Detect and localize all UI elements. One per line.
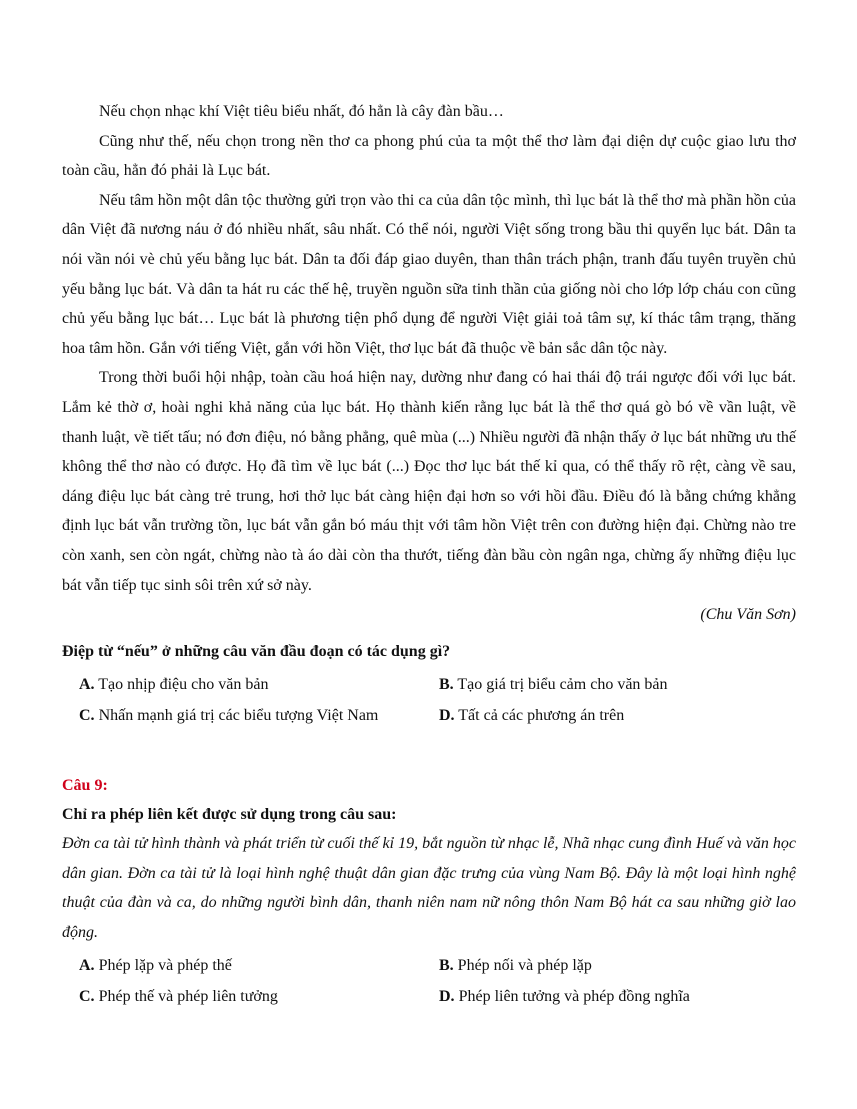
option-letter: A. [79, 676, 95, 694]
question-9-options [62, 950, 796, 1012]
option-letter: C. [79, 988, 95, 1006]
option-letter: A. [79, 957, 95, 975]
option-b[interactable] [419, 669, 796, 700]
option-letter: B. [439, 957, 454, 975]
option-a[interactable] [62, 669, 419, 700]
option-text: Phép liên tưởng và phép đồng nghĩa [458, 988, 690, 1006]
option-letter: D. [439, 988, 455, 1006]
passage-paragraph: Nếu tâm hồn một dân tộc thường gửi trọn vào thi ca của dân tộc mình, thì lục bát là thể thơ mà phần hồn của dân Việt đã nương náu ở đó nhiều nhất, sâu nhất. Có thể nói, người Việt sống trong bầu thi quyển lục bát. Dân ta nói vần nói vè chủ yếu bằng lục bát. Dân ta đối đáp giao duyên, than thân trách phận, tranh đấu tuyên truyền chủ yếu bằng lục bát. Và dân ta hát ru các thế hệ, truyền nguồn sữa tinh thần của giống nòi cho lớp lớp cháu con cũng chủ yếu bằng lục bát… Lục bát là phương tiện phổ dụng để người Việt giải toả tâm sự, kí thác tâm trạng, thăng hoa tâm hồn. Gắn với tiếng Việt, gắn với hồn Việt, thơ lục bát đã thuộc về bản sắc dân tộc này. [62, 191, 796, 357]
option-c[interactable] [62, 700, 419, 731]
option-a[interactable] [62, 950, 419, 981]
option-c[interactable] [62, 981, 419, 1012]
passage-paragraph: Nếu chọn nhạc khí Việt tiêu biểu nhất, đó hẳn là cây đàn bầu… [99, 103, 504, 120]
option-letter: D. [439, 707, 455, 725]
option-text: Tất cả các phương án trên [458, 707, 625, 725]
option-text: Phép lặp và phép thế [98, 957, 232, 975]
passage-paragraph: Trong thời buổi hội nhập, toàn cầu hoá hiện nay, dường như đang có hai thái độ trái ngược đối với lục bát. Lắm kẻ thờ ơ, hoài nghi khả năng của lục bát. Họ thành kiến rằng lục bát là thể thơ quá gò bó về vần luật, về thanh luật, về tiết tấu; nó đơn điệu, nó bằng phẳng, quê mùa (...) Nhiều người đã nhận thấy ở lục bát những ưu thế không thể thơ nào có được. Họ đã tìm về lục bát (...) Đọc thơ lục bát thế kỉ qua, có thể thấy rõ rệt, càng về sau, dáng điệu lục bát càng trẻ trung, hơi thở lục bát càng hiện đại hơn so với hồi đầu. Điều đó là bằng chứng khẳng định lục bát vẫn trường tồn, lục bát vẫn gắn bó máu thịt với tâm hồn Việt trên con đường hiện đại. Chừng nào tre còn xanh, sen còn ngát, chừng nào tà áo dài còn tha thướt, tiếng đàn bầu còn ngân nga, chừng ấy những điệu lục bát vẫn tiếp tục sinh sôi trên xứ sở này. [62, 369, 796, 594]
option-b[interactable] [419, 950, 796, 981]
question-9-quote: Đờn ca tài tử hình thành và phát triển từ cuối thế kỉ 19, bắt nguồn từ nhạc lễ, Nhã nhạc cung đình Huế và văn học dân gian. Đờn ca tài tử là loại hình nghệ thuật dân gian đặc trưng của vùng Nam Bộ. Đây là một loại hình nghệ thuật của đàn và ca, do những người bình dân, thanh niên nam nữ nông thôn Nam Bộ hát ca sau những giờ lao động. [62, 835, 796, 941]
option-text: Tạo nhịp điệu cho văn bản [98, 676, 269, 694]
option-d[interactable] [419, 700, 796, 731]
document-page [62, 97, 796, 1012]
passage-source: (Chu Văn Sơn) [700, 606, 796, 624]
question-9-label: Câu 9: [62, 777, 108, 795]
option-text: Nhấn mạnh giá trị các biểu tượng Việt Nam [98, 707, 379, 725]
passage-paragraph: Cũng như thế, nếu chọn trong nền thơ ca phong phú của ta một thể thơ làm đại diện dự cuộc giao lưu thơ toàn cầu, hẳn đó phải là Lục bát. [62, 132, 796, 180]
option-letter: C. [79, 707, 95, 725]
question-8-options [62, 669, 796, 731]
option-text: Tạo giá trị biểu cảm cho văn bản [457, 676, 668, 694]
option-text: Phép nối và phép lặp [457, 957, 592, 975]
option-d[interactable] [419, 981, 796, 1012]
option-text: Phép thế và phép liên tưởng [98, 988, 278, 1006]
option-letter: B. [439, 676, 454, 694]
question-9-prompt: Chỉ ra phép liên kết được sử dụng trong câu sau: [62, 806, 397, 824]
question-8-prompt: Điệp từ “nếu” ở những câu văn đầu đoạn có tác dụng gì? [62, 643, 451, 661]
